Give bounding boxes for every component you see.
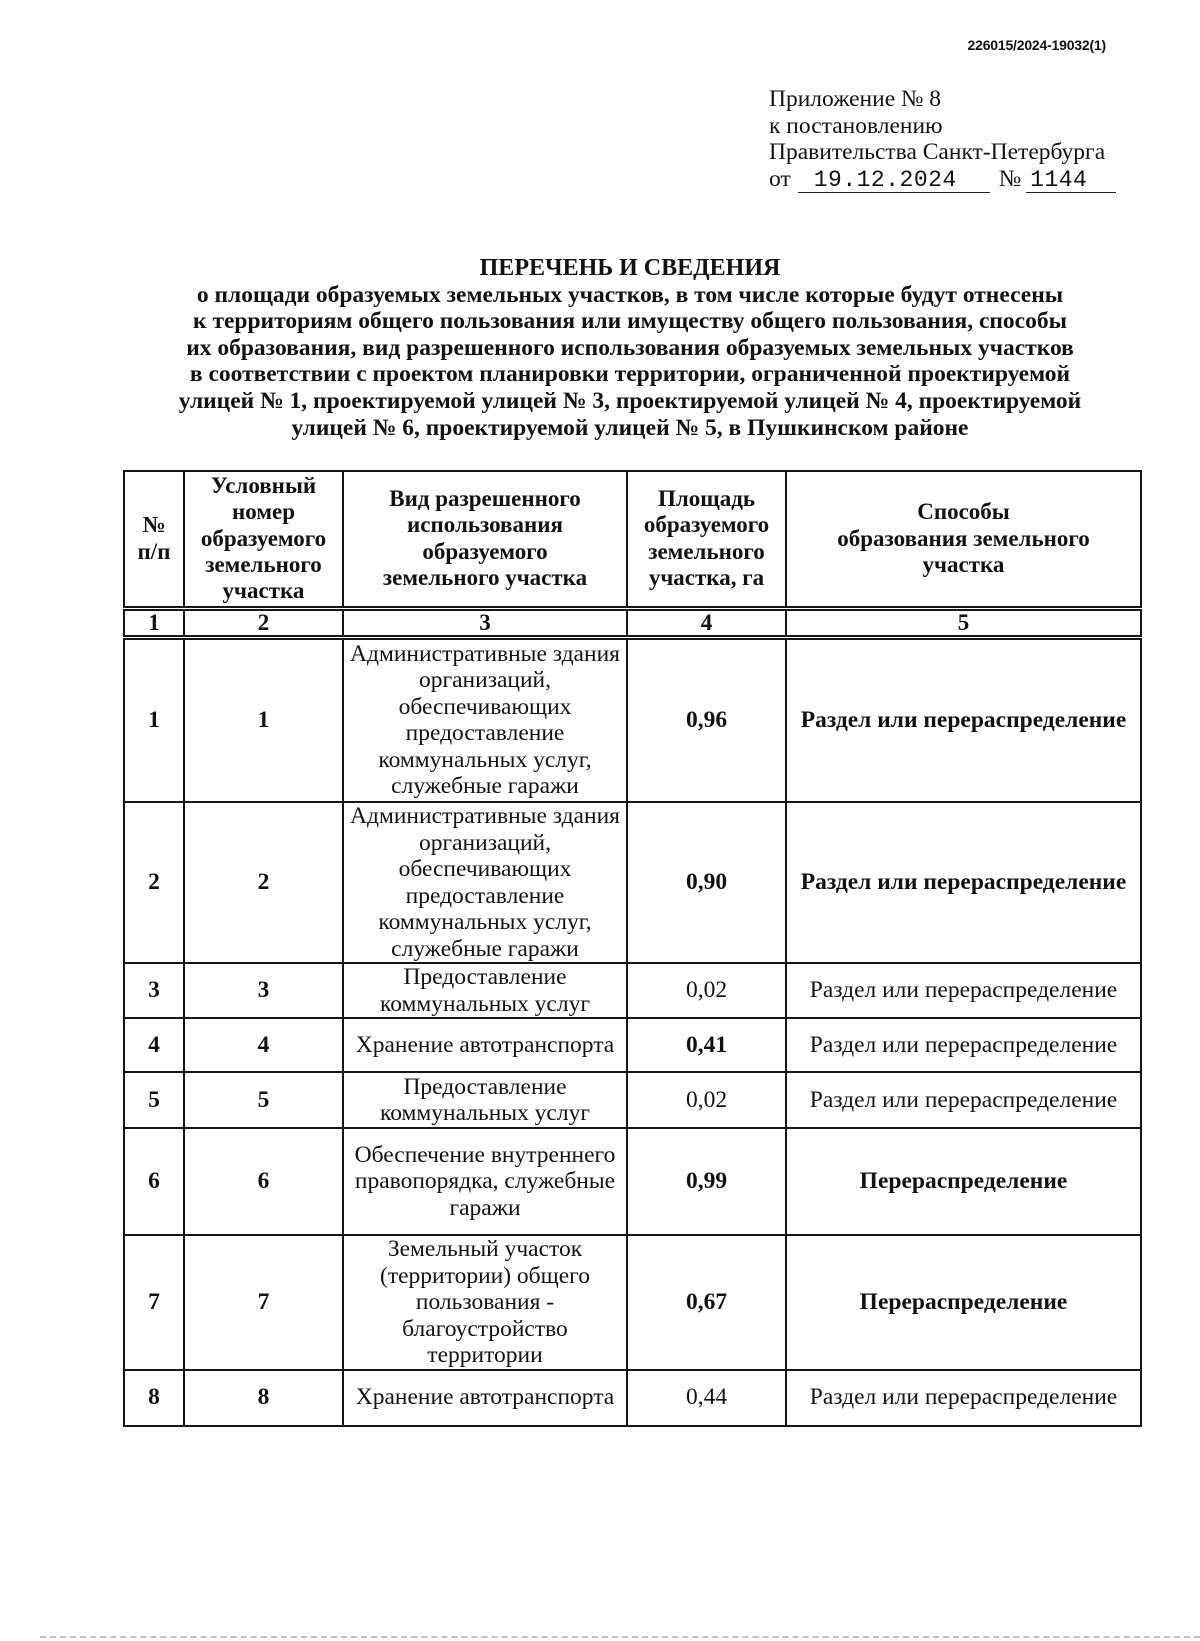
column-number-row — [124, 608, 1141, 637]
land-plots-table — [123, 470, 1142, 1427]
cell-plot-number: 4 — [184, 1018, 343, 1072]
cell-permitted-use: Хранение автотранспорта — [343, 1018, 627, 1072]
cell-permitted-use: Земельный участок (территории) общего пользования - благоустройство территории — [343, 1235, 627, 1370]
table-header — [124, 471, 1141, 608]
resolution-number: 1144 — [1026, 169, 1116, 193]
scan-edge-line — [40, 1636, 1200, 1638]
header-plot-number: Условный номер образуемого земельного участка — [184, 471, 343, 608]
subtitle-line: их образования, вид разрешенного использования образуемых земельных участков — [186, 334, 1074, 361]
cell-permitted-use: Предоставление коммунальных услуг — [343, 963, 627, 1018]
document-title: ПЕРЕЧЕНЬ И СВЕДЕНИЯ — [479, 255, 781, 281]
document-registration-number: 226015/2024-19032(1) — [967, 37, 1106, 53]
date-prefix: от — [769, 165, 791, 192]
cell-permitted-use: Предоставление коммунальных услуг — [343, 1072, 627, 1128]
cell-row-number: 3 — [124, 963, 184, 1018]
title-block — [120, 255, 1140, 441]
appendix-title: Приложение № 8 — [769, 86, 942, 112]
cell-permitted-use: Административные здания организаций, обеспечивающих предоставление коммунальных услуг, служебные гаражи — [343, 802, 627, 963]
cell-area: 0,02 — [627, 963, 786, 1018]
cell-formation-method: Раздел или перераспределение — [786, 1018, 1141, 1072]
table-row — [124, 1018, 1141, 1072]
subtitle-line: улицей № 6, проектируемой улицей № 5, в Пушкинском районе — [291, 414, 969, 441]
cell-formation-method: Раздел или перераспределение — [786, 963, 1141, 1018]
column-number: 2 — [184, 608, 343, 637]
table-row — [124, 1072, 1141, 1128]
cell-formation-method: Раздел или перераспределение — [786, 1072, 1141, 1128]
cell-formation-method: Раздел или перераспределение — [786, 1370, 1141, 1426]
cell-plot-number: 2 — [184, 802, 343, 963]
cell-formation-method: Перераспределение — [786, 1235, 1141, 1370]
table-row — [124, 637, 1141, 802]
cell-plot-number: 8 — [184, 1370, 343, 1426]
table-row — [124, 1128, 1141, 1235]
column-number: 4 — [627, 608, 786, 637]
cell-plot-number: 6 — [184, 1128, 343, 1235]
cell-permitted-use: Обеспечение внутреннего правопорядка, служебные гаражи — [343, 1128, 627, 1235]
header-row-number: № п/п — [124, 471, 184, 608]
cell-row-number: 4 — [124, 1018, 184, 1072]
cell-area: 0,44 — [627, 1370, 786, 1426]
column-number: 5 — [786, 608, 1141, 637]
cell-plot-number: 5 — [184, 1072, 343, 1128]
number-prefix: № — [998, 165, 1022, 192]
cell-plot-number: 3 — [184, 963, 343, 1018]
cell-formation-method: Раздел или перераспределение — [786, 802, 1141, 963]
cell-formation-method: Перераспределение — [786, 1128, 1141, 1235]
cell-row-number: 2 — [124, 802, 184, 963]
cell-area: 0,99 — [627, 1128, 786, 1235]
appendix-government-line: Правительства Санкт-Петербурга — [769, 139, 1106, 165]
header-formation-method: Способы образования земельного участка — [786, 471, 1141, 608]
cell-row-number: 1 — [124, 637, 184, 802]
subtitle-line: улицей № 1, проектируемой улицей № 3, проектируемой улицей № 4, проектируемой — [178, 387, 1082, 414]
cell-area: 0,90 — [627, 802, 786, 963]
subtitle-line: к территориям общего пользования или имуществу общего пользования, способы — [193, 308, 1067, 335]
cell-area: 0,67 — [627, 1235, 786, 1370]
header-area: Площадь образуемого земельного участка, га — [627, 471, 786, 608]
column-number: 3 — [343, 608, 627, 637]
appendix-block — [769, 86, 1116, 192]
resolution-date: 19.12.2024 — [798, 169, 990, 193]
column-number: 1 — [124, 608, 184, 637]
table-row — [124, 802, 1141, 963]
appendix-resolution-line: к постановлению — [769, 112, 943, 139]
cell-row-number: 7 — [124, 1235, 184, 1370]
cell-area: 0,96 — [627, 637, 786, 802]
cell-formation-method: Раздел или перераспределение — [786, 637, 1141, 802]
cell-row-number: 5 — [124, 1072, 184, 1128]
subtitle-line: в соответствии с проектом планировки территории, ограниченной проектируемой — [189, 361, 1071, 388]
header-permitted-use: Вид разрешенного использования образуемого земельного участка — [343, 471, 627, 608]
cell-plot-number: 1 — [184, 637, 343, 802]
table-row — [124, 1235, 1141, 1370]
table-row — [124, 963, 1141, 1018]
subtitle-line: о площади образуемых земельных участков, в том числе которые будут отнесены — [196, 281, 1064, 308]
header-row — [124, 471, 1141, 608]
cell-plot-number: 7 — [184, 1235, 343, 1370]
appendix-date-line — [769, 166, 1116, 193]
cell-permitted-use: Административные здания организаций, обеспечивающих предоставление коммунальных услуг, служебные гаражи — [343, 637, 627, 802]
cell-permitted-use: Хранение автотранспорта — [343, 1370, 627, 1426]
table-body — [124, 608, 1141, 1426]
cell-row-number: 6 — [124, 1128, 184, 1235]
table-row — [124, 1370, 1141, 1426]
cell-area: 0,02 — [627, 1072, 786, 1128]
cell-row-number: 8 — [124, 1370, 184, 1426]
cell-area: 0,41 — [627, 1018, 786, 1072]
